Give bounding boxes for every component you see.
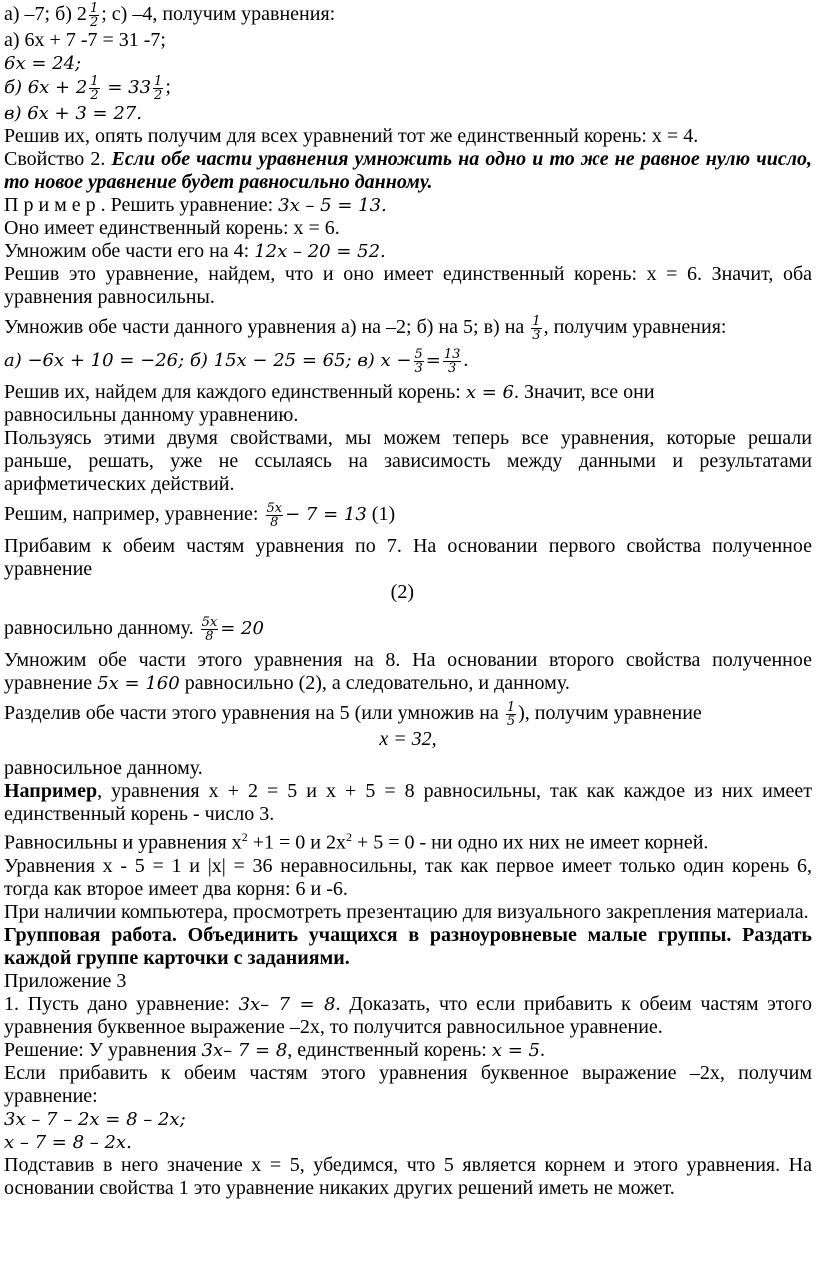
- fraction-denominator: 5: [506, 714, 516, 729]
- paragraph: Подставив в него значение x = 5, убедимся, что 5 является корнем и этого уравнения. На основании свойства 1 это уравнение никаких других решений иметь не может.: [4, 1153, 812, 1199]
- fraction-denominator: 3: [448, 361, 457, 376]
- text: П р и м е р . Решить уравнение:: [4, 194, 279, 216]
- paragraph: [4, 780, 812, 826]
- text: ), получим уравнение: [518, 702, 702, 725]
- appendix-heading: Приложение 3: [4, 969, 127, 992]
- text-line: [4, 2, 812, 29]
- paragraph: Пользуясь этими двумя свойствами, мы можем теперь все уравнения, которые решали раньше, решать, уже не ссылаясь на зависимость между данными и результатами арифметических действий.: [4, 427, 812, 495]
- text: ;: [165, 76, 171, 99]
- math: а) −6𝑥 + 10 = −26; б) 15𝑥 − 25 = 65; в) 𝑥 −: [4, 350, 412, 372]
- text-line: [4, 1039, 812, 1062]
- text: Решив их, найдем для каждого единственный корень:: [4, 381, 466, 403]
- text: , уравнения x + 2 = 5 и x + 5 = 8 равносильны, так как каждое из них имеет единственный корень - число 3.: [4, 780, 812, 825]
- text: Решение: У уравнения: [4, 1038, 202, 1061]
- text-line: равносильное данному.: [4, 757, 203, 779]
- text: ; с) –4, получим уравнения:: [101, 3, 336, 26]
- paragraph: [4, 924, 812, 970]
- paragraph: [4, 993, 812, 1039]
- property-label: Свойство 2.: [4, 148, 112, 170]
- equation-line: [4, 616, 812, 643]
- fraction-numerator: 1: [532, 314, 541, 329]
- equation-line: 𝑥 – 7 = 8 – 2𝑥.: [4, 1131, 132, 1153]
- math: = 33: [101, 77, 152, 99]
- text-line: [4, 315, 812, 342]
- math: 𝑥 = 5: [491, 1039, 540, 1061]
- equation-line: 6𝑥 = 24;: [4, 53, 82, 74]
- text-line: [4, 194, 812, 217]
- bold-label: Например: [4, 780, 98, 802]
- text: Равносильны и уравнения x: [4, 831, 242, 854]
- text: , получим уравнения:: [543, 316, 727, 339]
- text: а) –7; б) 2: [4, 3, 87, 26]
- math: − 7 = 13: [285, 504, 367, 526]
- math: 5𝑥 = 160: [97, 673, 180, 694]
- math: = 20: [220, 618, 264, 640]
- fraction-numerator: 5𝑥: [266, 501, 283, 516]
- text: Умножив обе части данного уравнения а) на –2; б) на 5; в) на: [4, 316, 530, 339]
- equation-number: (2): [390, 581, 414, 603]
- text: .: [463, 349, 469, 372]
- math: 3𝑥– 7 = 8: [201, 1039, 288, 1061]
- fraction-numerator: 5: [414, 347, 423, 362]
- fraction-denominator: 3: [414, 361, 423, 376]
- equation-line: x = 32,: [379, 728, 437, 750]
- fraction: [153, 75, 163, 102]
- text-line: Оно имеет единственный корень: x = 6.: [4, 217, 340, 239]
- fraction: [414, 348, 424, 375]
- property-statement: [4, 148, 812, 194]
- fraction-denominator: 8: [270, 515, 279, 530]
- bold-label: Групповая работа.: [4, 923, 177, 946]
- text-line: [4, 381, 812, 404]
- text: . Значит, все они: [514, 381, 655, 403]
- fraction-numerator: 1: [154, 74, 163, 89]
- equation-line: 3𝑥 – 7 – 2𝑥 = 8 – 2𝑥;: [4, 1108, 186, 1130]
- fraction: [531, 315, 541, 342]
- text: , единственный корень:: [287, 1038, 492, 1061]
- math: 12𝑥 – 20 = 52.: [254, 241, 386, 262]
- math: б) 6𝑥 + 2: [4, 77, 88, 99]
- fraction-denominator: 2: [90, 88, 99, 103]
- fraction-numerator: 13: [443, 347, 461, 362]
- paragraph: Прибавим к обеим частям уравнения по 7. На основании первого свойства полученное уравнение: [4, 535, 812, 580]
- equation-line: в) 6𝑥 + 3 = 27.: [4, 103, 142, 124]
- text-line: равносильны данному уравнению.: [4, 404, 299, 426]
- text: +1 = 0 и 2x: [247, 831, 346, 854]
- math: =: [425, 350, 441, 372]
- equation-line: [4, 502, 812, 529]
- text: Умножим обе части этого уравнения на 8. На основании второго свойства полученное уравнение: [4, 649, 812, 694]
- paragraph: Решив это уравнение, найдем, что и оно имеет единственный корень: x = 6. Значит, оба уравнения равносильны.: [4, 263, 812, 308]
- fraction-denominator: 8: [205, 629, 214, 644]
- fraction-denominator: 3: [532, 328, 541, 343]
- fraction-numerator: 1: [506, 700, 516, 715]
- paragraph: При наличии компьютера, просмотреть презентацию для визуального закрепления материала.: [4, 900, 809, 923]
- math: 𝑥 = 6: [465, 382, 514, 403]
- superscript: 2: [241, 830, 248, 844]
- equation-number: (1): [366, 503, 396, 526]
- text: . Доказать, что если прибавить к обеим частям этого уравнения буквенное выражение –2x, то получится равносильное уравнение.: [4, 992, 812, 1038]
- math: 3𝑥 – 5 = 13.: [278, 195, 387, 216]
- text-line: [4, 701, 812, 728]
- fraction: [201, 616, 219, 643]
- fraction: [506, 701, 516, 728]
- text-line: а) 6x + 7 -7 = 31 -7;: [4, 29, 166, 51]
- fraction: [89, 75, 99, 102]
- fraction-denominator: 2: [89, 15, 99, 30]
- fraction-numerator: 1: [89, 1, 99, 16]
- text: .: [539, 1038, 545, 1061]
- fraction: [89, 2, 99, 29]
- text: 1. Пусть дано уравнение:: [4, 992, 239, 1015]
- paragraph: [4, 649, 812, 695]
- equation-line: [4, 348, 812, 375]
- text: Решим, например, уравнение:: [4, 503, 264, 526]
- fraction-numerator: 1: [90, 74, 99, 89]
- math: 3𝑥– 7 = 8: [238, 993, 336, 1015]
- fraction: [443, 348, 462, 375]
- paragraph: Если прибавить к обеим частям этого уравнения буквенное выражение –2x, получим уравнение:: [4, 1061, 812, 1107]
- text-line: [4, 826, 812, 855]
- equation-line: [4, 75, 812, 102]
- fraction-numerator: 5𝑥: [201, 615, 218, 630]
- superscript: 2: [345, 830, 352, 844]
- text: + 5 = 0 - ни одно их них не имеет корней.: [351, 831, 709, 854]
- property-text: Если обе части уравнения умножить на одно и то же не равное нулю число, то новое уравнение будет равносильно данному.: [4, 148, 812, 193]
- text-line: Решив их, опять получим для всех уравнений тот же единственный корень: x = 4.: [4, 125, 699, 147]
- fraction: [266, 502, 284, 529]
- text-line: [4, 240, 812, 263]
- text: равносильно данному.: [4, 617, 199, 640]
- text: Разделив обе части этого уравнения на 5 (или умножив на: [4, 702, 504, 725]
- text: Объединить учащихся в разноуровневые малые группы. Раздать каждой группе карточки с заданиями.: [4, 923, 812, 969]
- text: равносильно (2), а следовательно, и данному.: [179, 672, 570, 694]
- paragraph: Уравнения x - 5 = 1 и |x| = 36 неравносильны, так как первое имеет только один корень 6, тогда как второе имеет два корня: 6 и -6.: [4, 854, 812, 900]
- text: Умножим обе части его на 4:: [4, 240, 255, 262]
- fraction-denominator: 2: [154, 88, 163, 103]
